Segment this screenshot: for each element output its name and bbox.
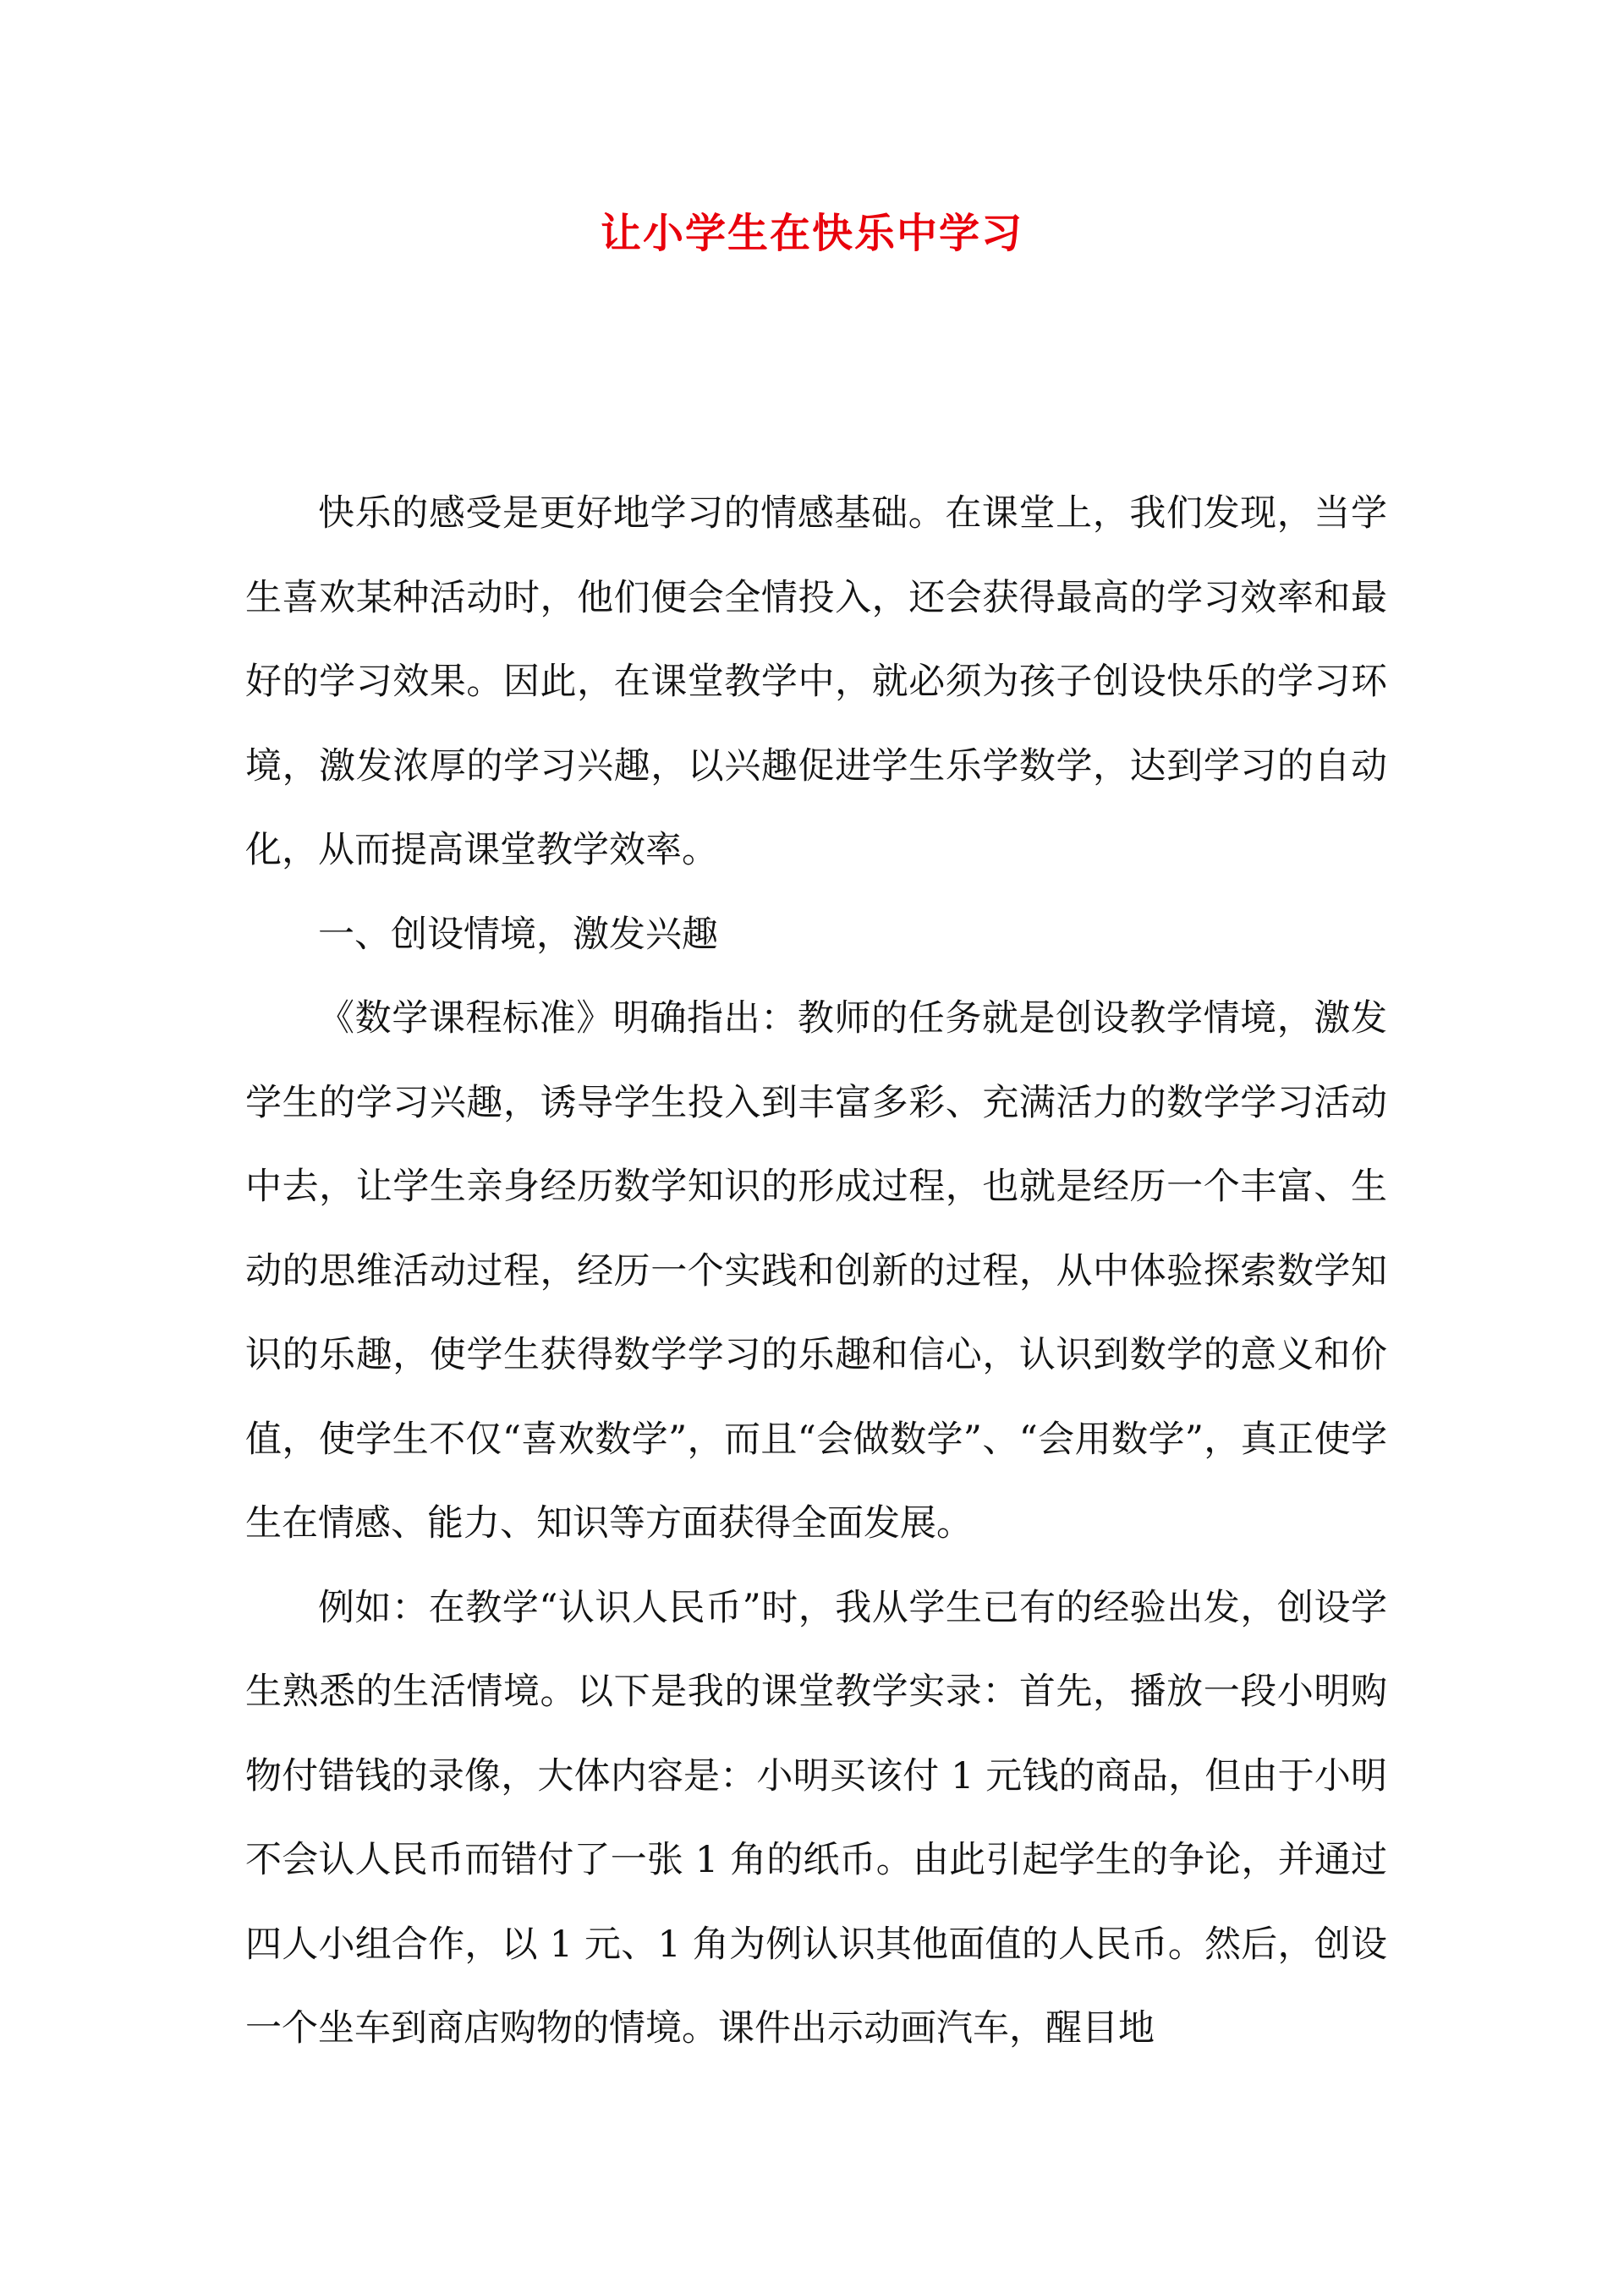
body-paragraph: 《数学课程标准》明确指出：教师的任务就是创设教学情境，激发学生的学习兴趣，诱导学生投入到丰富多彩、充满活力的数学学习活动中去，让学生亲身经历数学知识的形成过程，也就是经历一个丰富、生动的思维活动过程，经历一个实践和创新的过程，从中体验探索数学知识的乐趣，使学生获得数学学习的乐趣和信心，认识到数学的意义和价值，使学生不仅“喜欢数学”，而且“会做数学”、“会用数学”，真正使学生在情感、能力、知识等方面获得全面发展。 [245, 997, 1387, 1545]
section-heading: 一、创设情境，激发兴趣 [318, 913, 718, 956]
example-paragraph: 例如：在教学“认识人民币”时，我从学生已有的经验出发，创设学生熟悉的生活情境。以下是我的课堂教学实录：首先，播放一段小明购物付错钱的录像，大体内容是：小明买该付 1 元钱的商品，但由于小明不会认人民币而错付了一张 1 角的纸币。由此引起学生的争论，并通过四人小组合作，以 1 元、1 角为例认识其他面值的人民币。然后，创设一个坐车到商店购物的情境。课件出示动画汽车，醒目地 [245, 1586, 1387, 2050]
intro-paragraph: 快乐的感受是更好地学习的情感基础。在课堂上，我们发现，当学生喜欢某种活动时，他们便会全情投入，还会获得最高的学习效率和最好的学习效果。因此，在课堂教学中，就必须为孩子创设快乐的学习环境，激发浓厚的学习兴趣，以兴趣促进学生乐学数学，达到学习的自动化，从而提高课堂教学效率。 [245, 492, 1387, 871]
document-title: 让小学生在快乐中学习 [600, 210, 1023, 257]
document-body [245, 472, 1387, 2072]
